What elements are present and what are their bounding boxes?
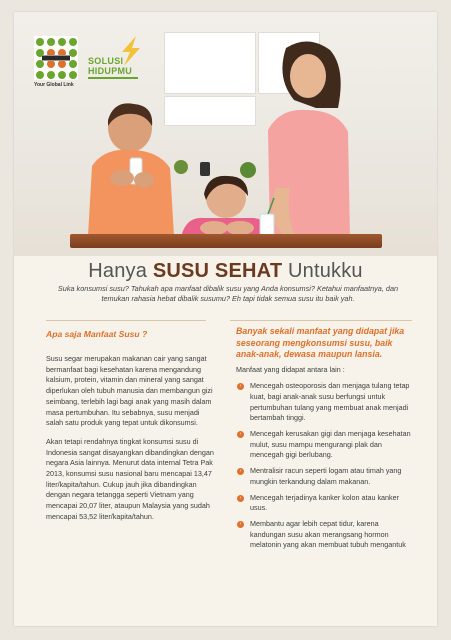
list-item xyxy=(236,493,416,514)
left-column xyxy=(46,329,218,523)
page-title xyxy=(14,260,437,283)
boy-figure xyxy=(74,96,184,236)
campaign-logo xyxy=(88,56,148,79)
right-heading: Banyak sekali manfaat yang didapat jika seseorang mengkonsumsi susu, baik anak-anak, dewasa maupun lansia. xyxy=(236,326,405,359)
campaign-line-2: HIDUPMU xyxy=(88,66,133,76)
divider-left xyxy=(46,320,206,321)
benefit-text: Membantu agar lebih cepat tidur, karena kandungan susu akan merangsang hormon melatonin yang akan membuat tubuh mengantuk xyxy=(250,518,406,550)
hero-photo xyxy=(14,12,437,256)
benefit-text: Mentralisir racun seperti logam atau timah yang mungkin terkandung dalam makanan. xyxy=(250,466,402,486)
left-heading: Apa saja Manfaat Susu ? xyxy=(46,329,148,339)
chevron-right-icon: › xyxy=(237,468,244,475)
title-highlight: SUSU SEHAT xyxy=(152,260,283,282)
list-item xyxy=(236,466,416,487)
brochure-page xyxy=(14,12,437,626)
chevron-right-icon: › xyxy=(237,431,244,438)
benefits-list xyxy=(236,381,416,551)
title-suffix: Untukku xyxy=(282,260,363,282)
mother-figure xyxy=(246,38,366,238)
left-paragraph-2: Akan tetapi rendahnya tingkat konsumsi susu di Indonesia sangat disayangkan dibandingkan dengan negara Asia lainnya. Menurut data internal Tetra Pak 2013, konsumsi susu nasional baru mencapai 13,47 liter/kapita/tahun. Cukup jauh jika dibandingkan dengan negara tetangga seperti Vietnam yang mencapai 20,07 liter, ataupun Malaysia yang sudah mencapai 53,52 liter/kapita/tahun. xyxy=(46,436,214,521)
left-paragraph-1: Susu segar merupakan makanan cair yang sangat bermanfaat bagi kesehatan karena mengandung kalsium, protein, vitamin dan mineral yang sangat diperlukan oleh tubuh manusia dan membangun gizi seimbang, terlebih lagi bagi anak yang masih dalam masa pertumbuhan. Itu sebabnya, susu menjadi salah satu produk yang tepat untuk dikonsumsi. xyxy=(46,354,213,428)
benefit-text: Mencegah kerusakan gigi dan menjaga kesehatan mulut, susu mampu mengurangi plak dan mencegah gigi berlubang. xyxy=(250,429,411,460)
kitchen-cabinet xyxy=(164,32,256,94)
divider-right xyxy=(230,320,412,321)
title-prefix: Hanya xyxy=(88,260,153,282)
intro-text: Suka konsumsi susu? Tahukah apa manfaat dibalik susu yang Anda konsumsi? Ketahui manfaatnya, dan temukan rahasia hebat dibalik susumu? Eh tapi tidak semua susu itu baik yah. xyxy=(57,284,399,303)
chevron-right-icon: › xyxy=(237,495,244,502)
right-column xyxy=(236,326,416,556)
campaign-line-1: SOLUSI xyxy=(88,56,124,66)
kitchen-counter xyxy=(70,234,382,248)
benefit-text: Mencegah osteoporosis dan menjaga tulang tetap kuat, bagi anak-anak susu berfungsi untuk pertumbuhan tulang yang membuat anak menjadi bertambah tinggi. xyxy=(250,381,410,423)
list-item xyxy=(236,429,416,461)
list-item xyxy=(236,519,416,551)
benefits-lead: Manfaat yang didapat antara lain : xyxy=(236,364,345,374)
benefit-text: Mencegah terjadinya kanker kolon atau kanker usus. xyxy=(250,492,400,513)
logo-tagline: Your Global Link xyxy=(34,82,74,88)
k-link-logo-icon xyxy=(34,36,78,80)
campaign-underline xyxy=(88,77,138,79)
chevron-right-icon: › xyxy=(237,521,244,528)
chevron-right-icon: › xyxy=(237,383,244,390)
list-item xyxy=(236,381,416,424)
